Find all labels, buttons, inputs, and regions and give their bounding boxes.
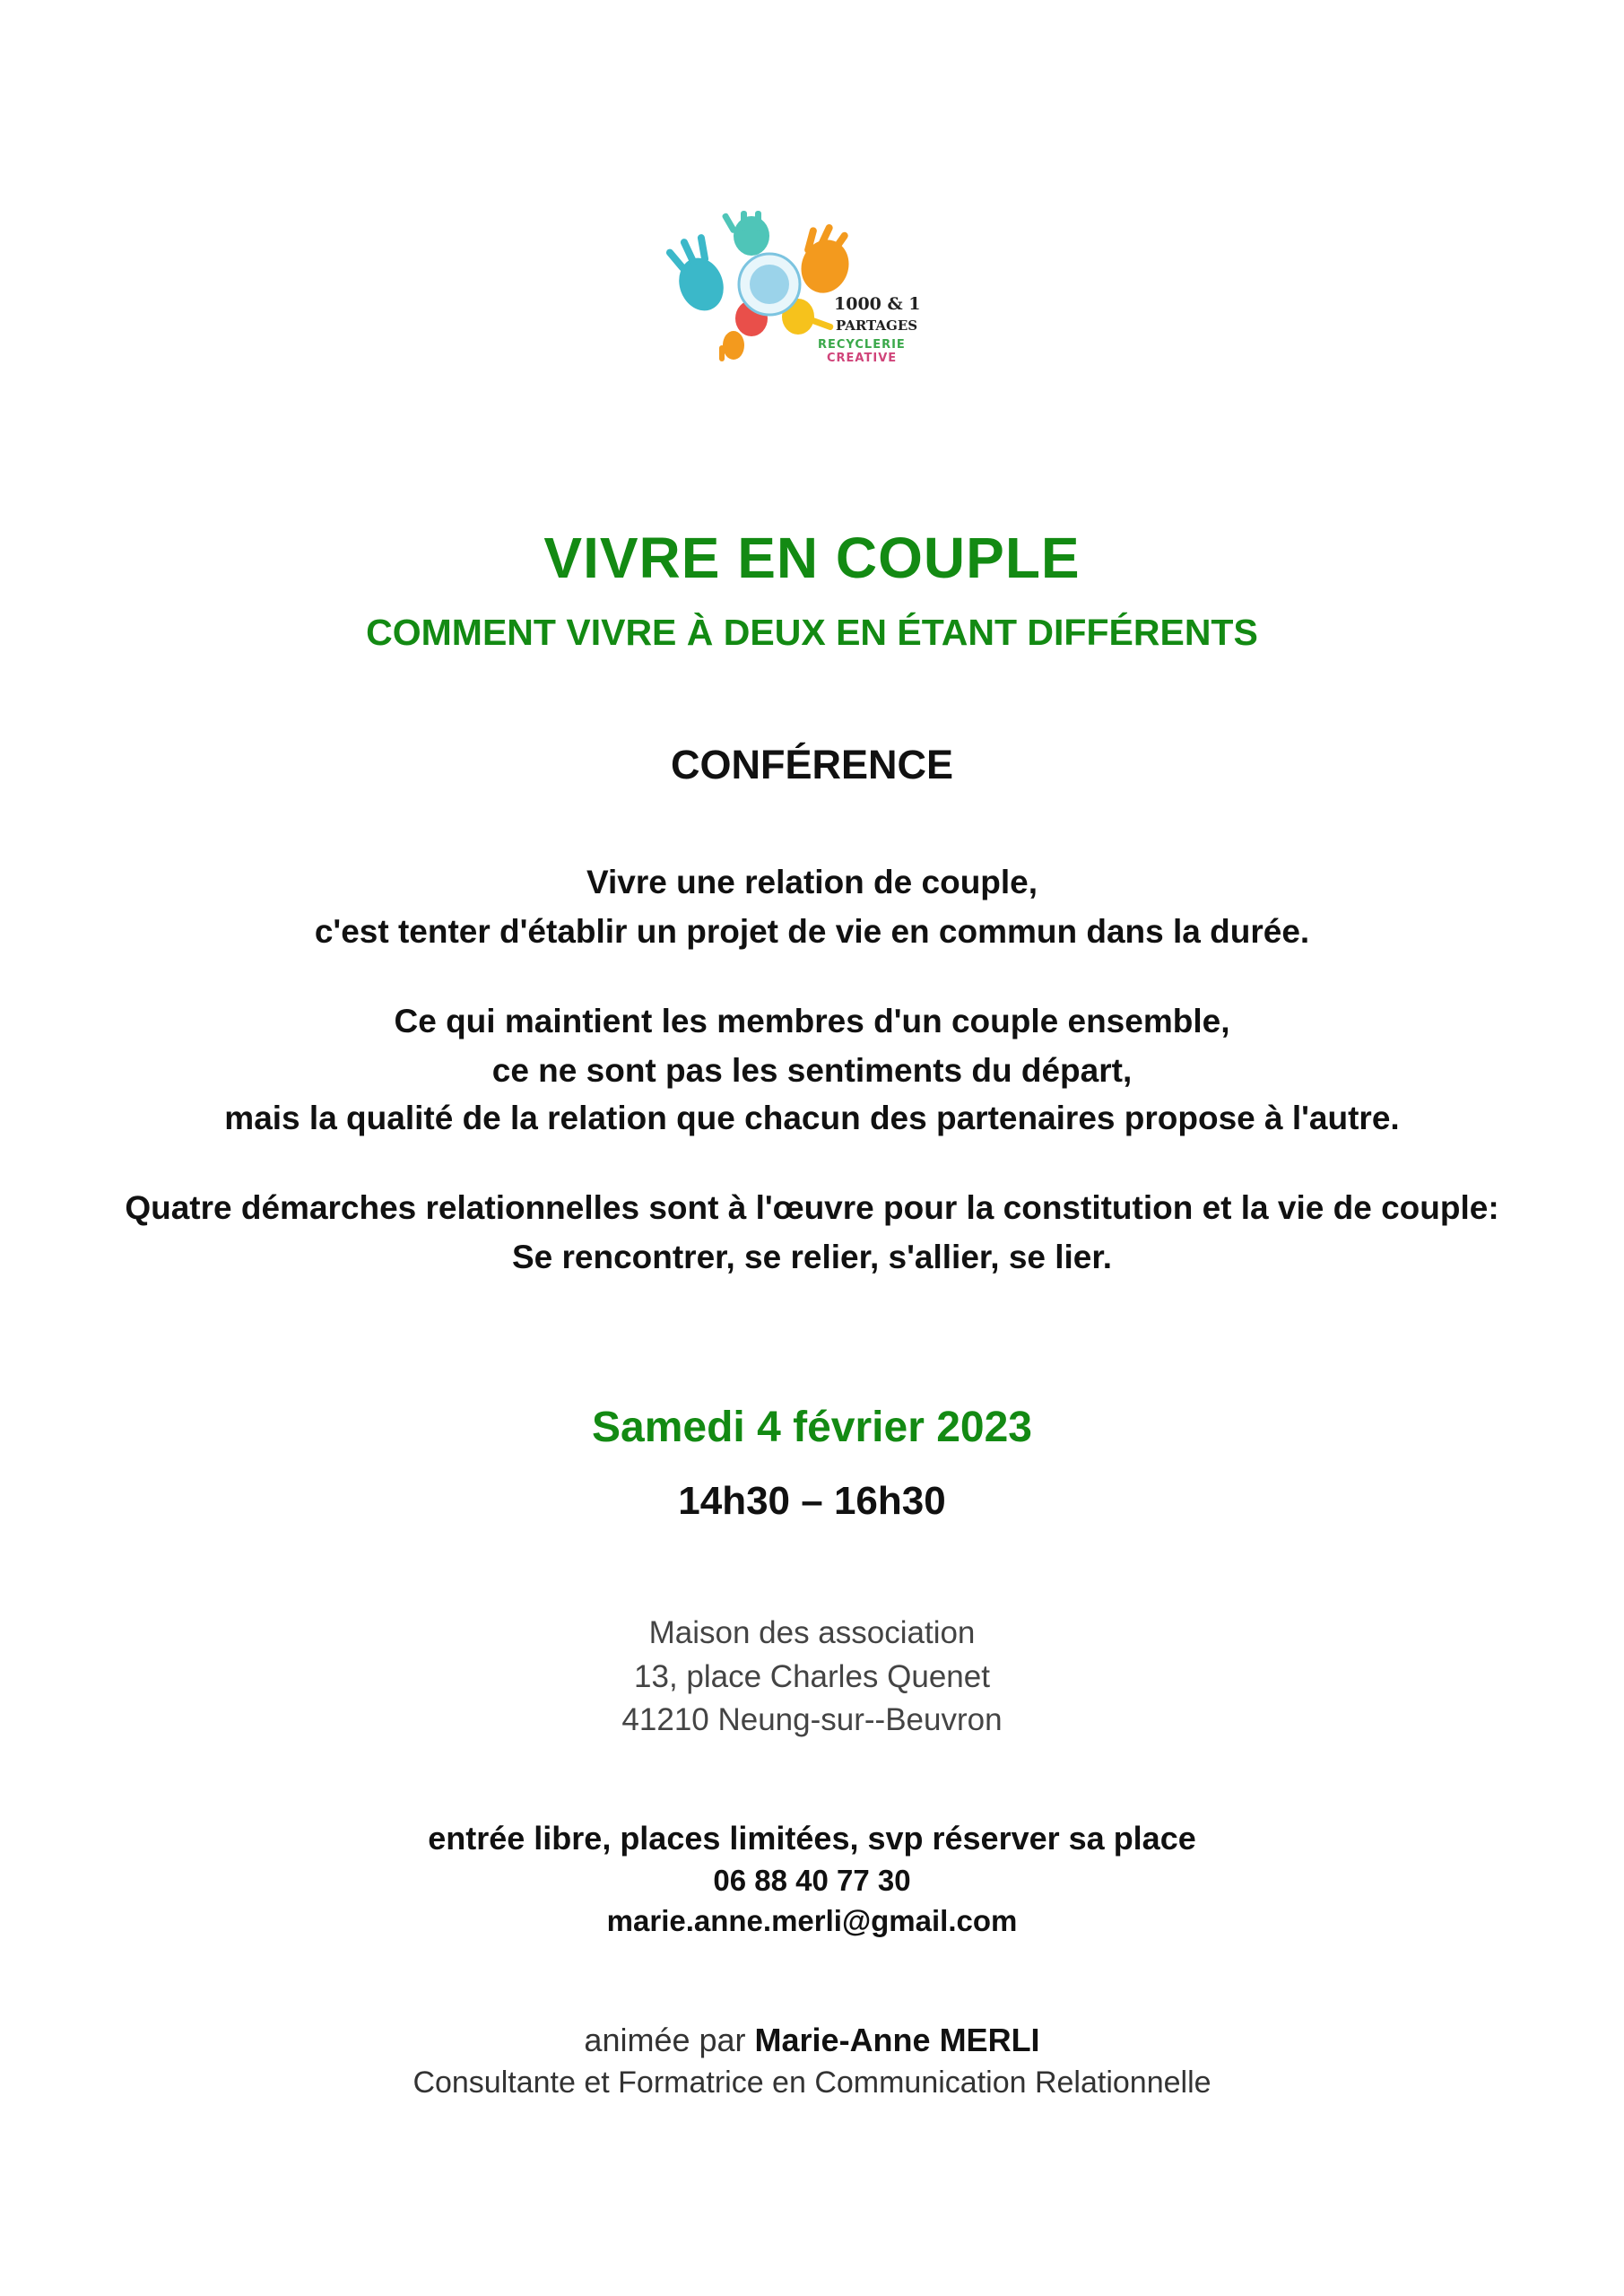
logo-text-4: CREATIVE	[827, 352, 898, 363]
recyclerie-logo	[664, 211, 951, 363]
event-type-heading: CONFÉRENCE	[670, 742, 954, 787]
body-line: ce ne sont pas les sentiments du départ,	[491, 1052, 1133, 1089]
logo-text-2: PARTAGES	[836, 317, 918, 334]
page-subtitle: COMMENT VIVRE À DEUX EN ÉTANT DIFFÉRENTS	[366, 612, 1258, 653]
host-prefix: animée par	[584, 2022, 755, 2058]
entry-info: entrée libre, places limitées, svp réserver sa place	[428, 1820, 1196, 1857]
intro-line: c'est tenter d'établir un projet de vie en commun dans la durée.	[314, 913, 1310, 950]
body-line: Ce qui maintient les membres d'un couple ensemble,	[394, 1003, 1230, 1039]
steps-line: Quatre démarches relationnelles sont à l'œuvre pour la constitution et la vie de couple:	[125, 1189, 1499, 1226]
host-role: Consultante et Formatrice en Communication Relationnelle	[413, 2066, 1211, 2100]
page-title: VIVRE EN COUPLE	[543, 526, 1081, 590]
contact-phone: 06 88 40 77 30	[713, 1864, 911, 1897]
event-time: 14h30 – 16h30	[678, 1479, 946, 1523]
intro-line: Vivre une relation de couple,	[586, 864, 1038, 900]
hand-teal-icon	[721, 211, 769, 256]
contact-email: marie.anne.merli@gmail.com	[606, 1904, 1018, 1937]
host-name: Marie-Anne MERLI	[754, 2022, 1040, 2058]
hand-blue-icon	[664, 234, 731, 317]
hand-green-icon	[719, 331, 744, 361]
address-line: Maison des association	[648, 1615, 976, 1650]
host-line	[0, 2024, 1624, 2057]
hand-orange-icon	[794, 223, 855, 300]
body-line: mais la qualité de la relation que chacun des partenaires propose à l'autre.	[224, 1100, 1400, 1136]
event-date: Samedi 4 février 2023	[592, 1404, 1032, 1451]
address-line: 13, place Charles Quenet	[634, 1659, 990, 1694]
address-line: 41210 Neung-sur--Beuvron	[621, 1702, 1003, 1737]
logo-text-3: RECYCLERIE	[818, 338, 906, 352]
logo-text-1: 1000 & 1	[834, 294, 921, 314]
steps-line: Se rencontrer, se relier, s'allier, se lier.	[511, 1239, 1113, 1275]
